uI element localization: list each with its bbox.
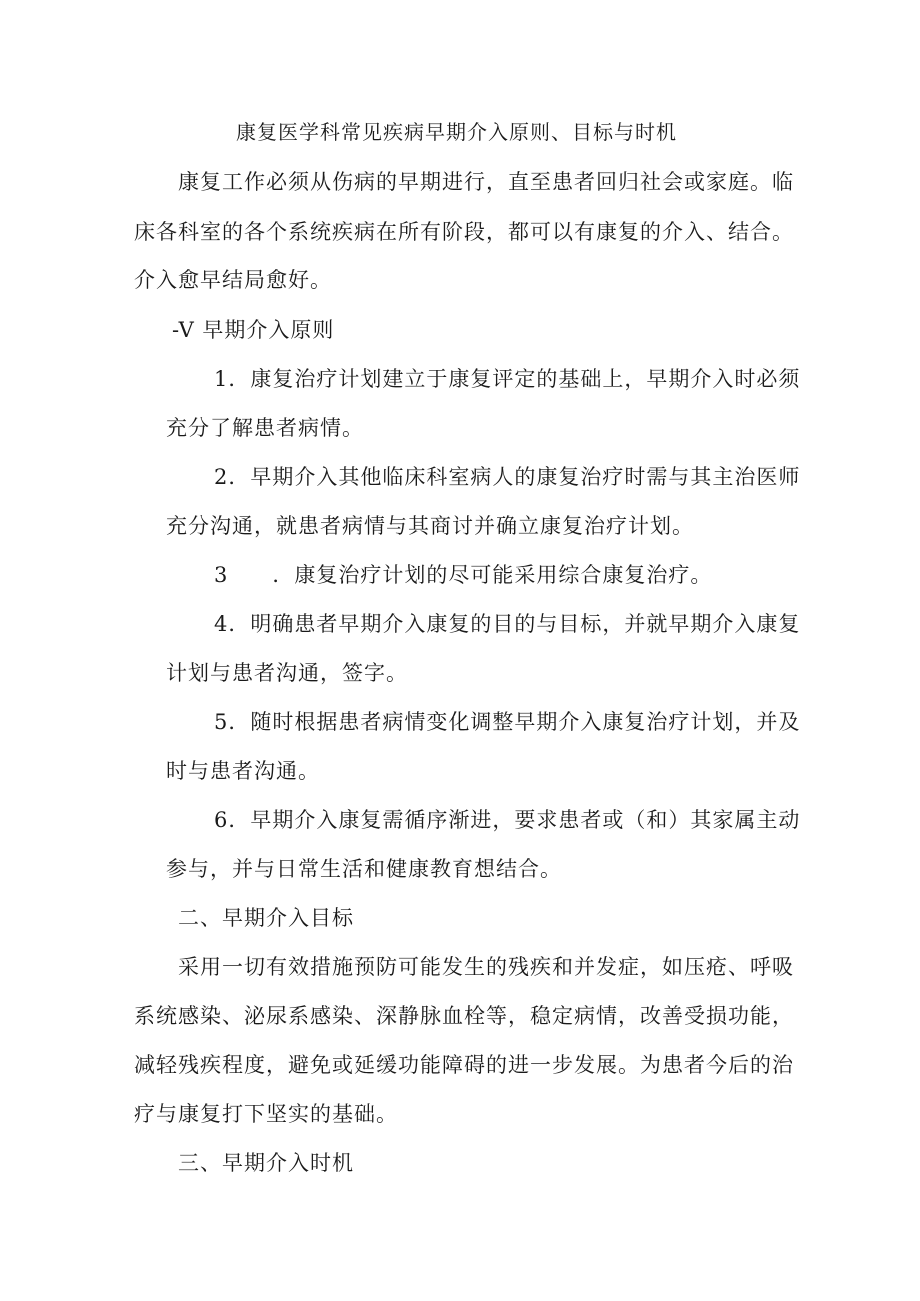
intro-line-1: 康复工作必须从伤病的早期进行，直至患者回归社会或家庭。临 — [178, 170, 794, 194]
principle-6-line-2: 参与，并与日常生活和健康教育想结合。 — [166, 857, 562, 881]
principle-1-line-1: 1．康复治疗计划建立于康复评定的基础上，早期介入时必须 — [214, 367, 801, 391]
intro-line-3: 介入愈早结局愈好。 — [134, 268, 332, 292]
intro-line-2: 床各科室的各个系统疾病在所有阶段，都可以有康复的介入、结合。 — [134, 220, 794, 244]
principle-5-line-2: 时与患者沟通。 — [166, 759, 320, 783]
principle-2-line-2: 充分沟通，就患者病情与其商讨并确立康复治疗计划。 — [166, 514, 694, 538]
principle-5-line-1: 5．随时根据患者病情变化调整早期介入康复治疗计划，并及 — [214, 710, 801, 734]
goal-line-3: 减轻残疾程度，避免或延缓功能障碍的进一步发展。为患者今后的治 — [134, 1053, 794, 1077]
principle-3-line-1: 3 ．康复治疗计划的尽可能采用综合康复治疗。 — [214, 563, 713, 587]
principle-6-line-1: 6．早期介入康复需循序渐进，要求患者或（和）其家属主动 — [214, 808, 801, 832]
principle-1-line-2: 充分了解患者病情。 — [166, 416, 364, 440]
goal-line-1: 采用一切有效措施预防可能发生的残疾和并发症，如压疮、呼吸 — [178, 955, 794, 979]
document-title: 康复医学科常见疾病早期介入原则、目标与时机 — [236, 120, 677, 144]
section-2-heading: 二、早期介入目标 — [178, 906, 354, 930]
section-1-heading: -V 早期介入原则 — [172, 318, 335, 342]
goal-line-4: 疗与康复打下坚实的基础。 — [134, 1102, 398, 1126]
principle-4-line-2: 计划与患者沟通，签字。 — [166, 661, 408, 685]
principle-4-line-1: 4．明确患者早期介入康复的目的与目标，并就早期介入康复 — [214, 612, 801, 636]
section-3-heading: 三、早期介入时机 — [178, 1151, 354, 1175]
principle-2-line-1: 2．早期介入其他临床科室病人的康复治疗时需与其主治医师 — [214, 465, 801, 489]
goal-line-2: 系统感染、泌尿系感染、深静脉血栓等，稳定病情，改善受损功能， — [134, 1004, 794, 1028]
